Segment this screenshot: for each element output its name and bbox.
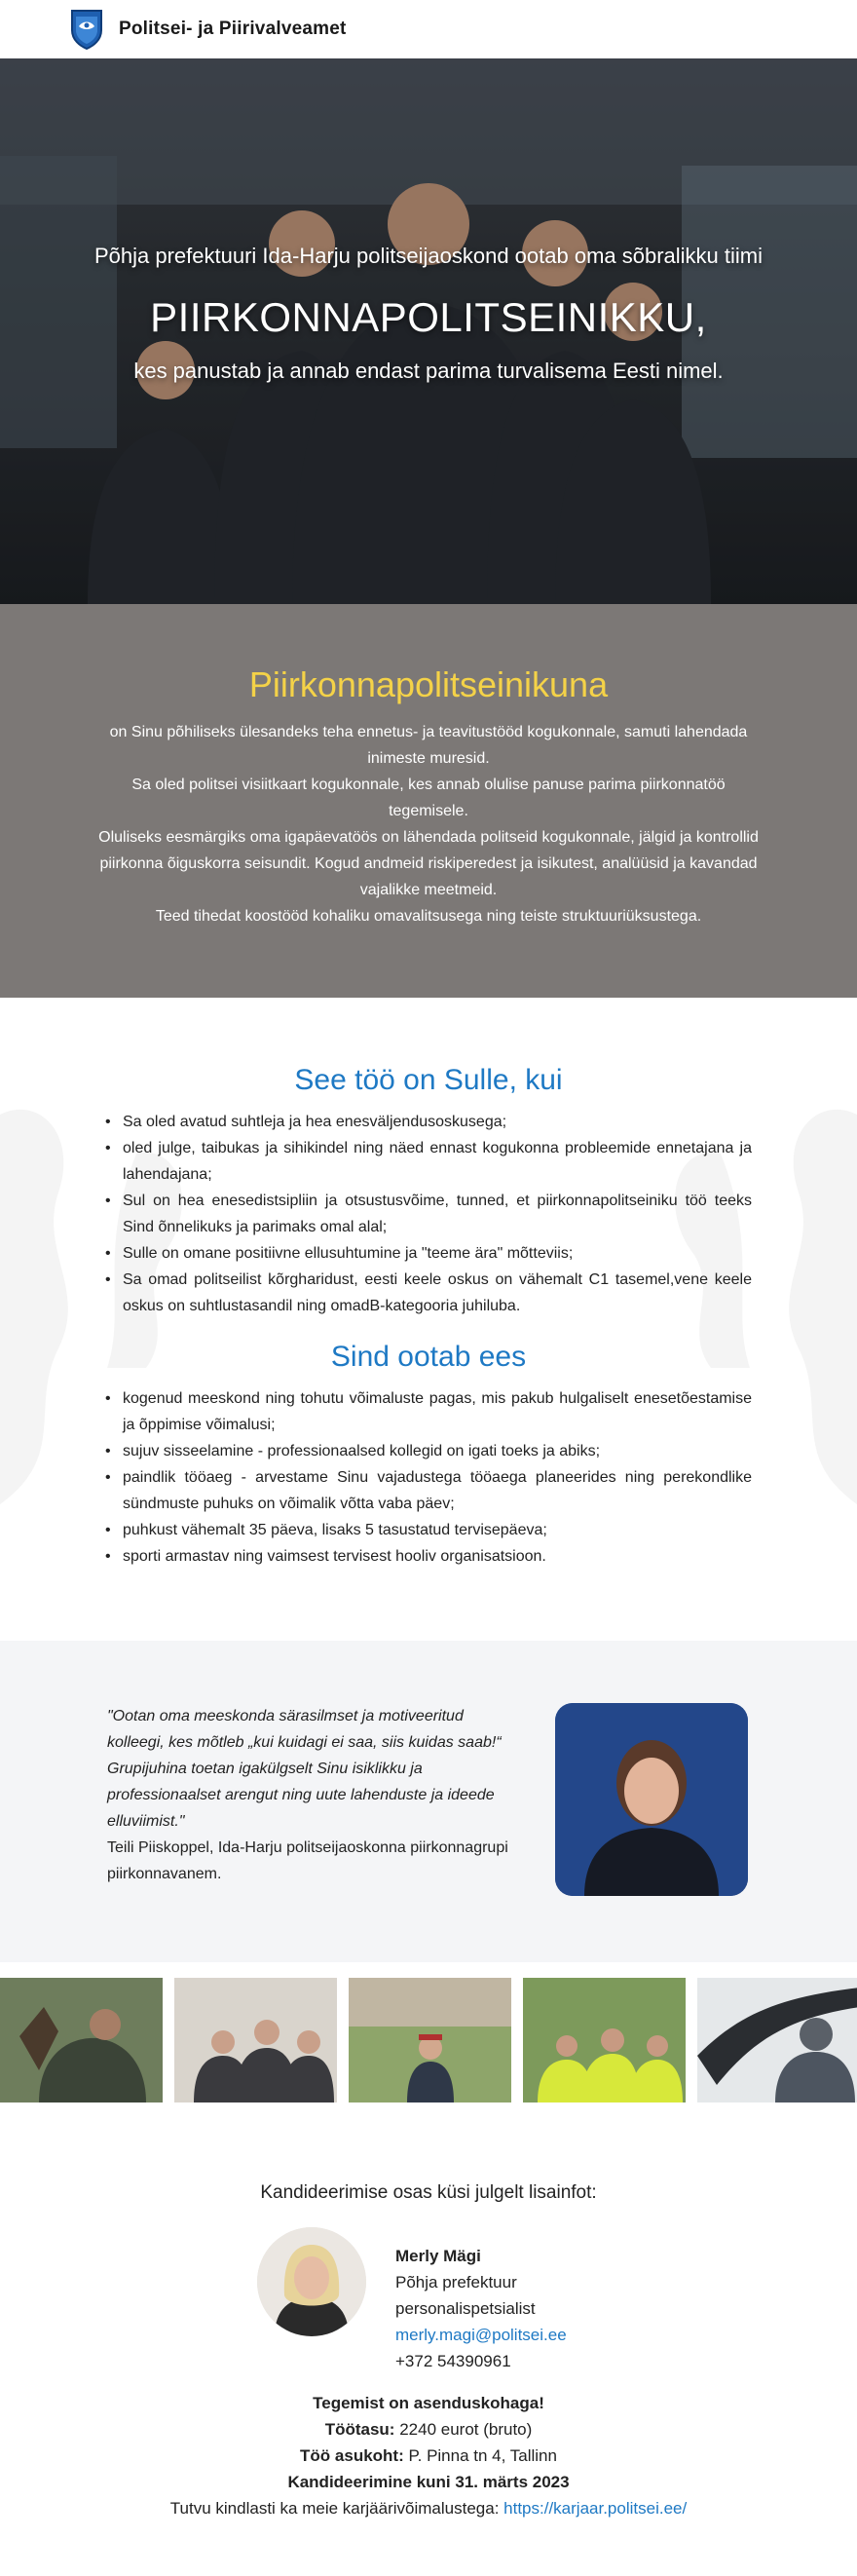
contact-details [395, 2221, 600, 2374]
list-item: • paindlik tööaeg - arvestame Sinu vajadustega tööaega planeerides ning perekondlike sündmuste puhuks on võimalik võtta vaba päev; [105, 1464, 752, 1517]
offer-list [105, 1385, 752, 1570]
contact-org: Põhja prefektuur [395, 2273, 517, 2292]
contact-name: Merly Mägi [395, 2247, 481, 2265]
police-shield-logo-icon[interactable] [70, 9, 103, 50]
list-item: • puhkust vähemalt 35 päeva, lisaks 5 tasustatud tervisepäeva; [105, 1517, 752, 1543]
brand-name[interactable]: Politsei- ja Piirivalveamet [119, 19, 347, 39]
list-item: • oled julge, taibukas ja sihikindel ning näed ennast kogukonna probleemide ennetajana ja lahendajana; [105, 1135, 752, 1188]
contact-avatar [257, 2227, 366, 2336]
top-bar [0, 0, 857, 58]
role-intro-section [0, 604, 857, 998]
list-item: • sujuv sisseelamine - professionaalsed kollegid on igati toeks ja abiks; [105, 1438, 752, 1464]
hero-text [0, 244, 857, 384]
location-label: Töö asukoht: [300, 2446, 404, 2465]
testimonial-author: Teili Piiskoppel, Ida-Harju politseijaoskonna piirkonnagrupi piirkonnavanem. [107, 1839, 508, 1882]
list-item: • Sa omad politseilist kõrgharidust, eesti keele oskus on vähemalt C1 tasemel,vene keele oskus on suhtlustasandil ning omadB-kategooria juhiluba. [105, 1267, 752, 1319]
hero-subtitle-2: kes panustab ja annab endast parima turvalisema Eesti nimel. [133, 359, 724, 383]
contact-heading: Kandideerimise osas küsi julgelt lisainfot: [260, 2182, 597, 2203]
location-value: P. Pinna tn 4, Tallinn [403, 2446, 557, 2465]
contact-phone: +372 54390961 [395, 2352, 511, 2370]
intro-paragraph: Sa oled politsei visiitkaart kogukonnale, kes annab olulise panuse parima piirkonnatöö tegemisele. [131, 777, 726, 819]
team-lead-photo [555, 1703, 748, 1896]
photo-gallery [0, 1962, 857, 2128]
career-link[interactable]: https://karjaar.politsei.ee/ [503, 2499, 688, 2518]
intro-paragraph: on Sinu põhiliseks ülesandeks teha ennetus- ja teavitustööd kogukonnale, samuti lahendada inimeste muresid. [109, 724, 748, 767]
substitute-note: Tegemist on asenduskohaga! [313, 2394, 544, 2412]
hero-title: PIIRKONNAPOLITSEINIKKU, [150, 294, 707, 340]
list-item: • Sa oled avatud suhtleja ja hea enesväljendusoskusega; [105, 1109, 752, 1135]
contact-person [0, 2221, 857, 2374]
gallery-photo-patrol-officers[interactable] [523, 1978, 686, 2102]
gallery-photo-dog-handler[interactable] [0, 1978, 163, 2102]
testimonial [107, 1703, 516, 1887]
contact-section [0, 2128, 857, 2576]
list-item: • sporti armastav ning vaimsest tervisest hooliv organisatsioon. [105, 1543, 752, 1570]
salary-value: 2240 eurot (bruto) [394, 2420, 533, 2439]
gallery-photo-office-team[interactable] [174, 1978, 337, 2102]
list-item: • kogenud meeskond ning tohutu võimaluste pagas, mis pakub hulgaliselt enesetõestamise ja õppimise võimalusi; [105, 1385, 752, 1438]
role-heading: Piirkonnapolitseinikuna [248, 664, 609, 704]
requirements-and-offer-section [0, 998, 857, 1641]
list-item: • Sulle on omane positiivne ellusuhtumine ja "teeme ära" mõtteviis; [105, 1240, 752, 1267]
contact-email-link[interactable]: merly.magi@politsei.ee [395, 2326, 567, 2344]
contact-role: personalispetsialist [395, 2299, 536, 2318]
intro-paragraph: Oluliseks eesmärgiks oma igapäevatöös on lähendada politseid kogukonnale, jälgid ja kontrollid piirkonna õiguskorra seisundit. Kogud andmeid riskiperedest ja isikutest, analüüsid ja kavandad vajalikke meetmeid. [98, 829, 759, 898]
list-item: • Sul on hea enesedistsipliin ja otsustusvõime, tunned, et piirkonnapolitseiniku töö teeks Sind õnnelikuks ja parimaks omal alal; [105, 1188, 752, 1240]
career-text: Tutvu kindlasti ka meie karjäärivõimalustega: [169, 2499, 504, 2518]
job-facts [0, 2390, 857, 2521]
gallery-photo-child-event[interactable] [349, 1978, 511, 2102]
requirements-heading: See töö on Sulle, kui [294, 1064, 563, 1096]
hero-subtitle: Põhja prefektuuri Ida-Harju politseijaoskond ootab oma sõbralikku tiimi [93, 244, 764, 268]
intro-paragraph: Teed tihedat koostööd kohaliku omavalitsusega ning teiste struktuuriüksustega. [155, 908, 702, 925]
gallery-photo-helicopter-pilot[interactable] [697, 1978, 857, 2102]
testimonial-quote: "Ootan oma meeskonda särasilmset ja motiveeritud kolleegi, kes mõtleb „kui kuidagi ei saa, siis kuidas saab!“ Grupijuhina toetan igakülgselt Sinu isiklikku ja professionaalset arengut ning uute lahenduste ja ideede elluviimist." [107, 1708, 502, 1830]
offer-heading: Sind ootab ees [330, 1341, 527, 1373]
testimonial-section [0, 1641, 857, 1962]
salary-label: Töötasu: [324, 2420, 395, 2439]
deadline: Kandideerimine kuni 31. märts 2023 [287, 2473, 570, 2491]
hero-banner [0, 58, 857, 604]
requirements-list [105, 1109, 752, 1319]
